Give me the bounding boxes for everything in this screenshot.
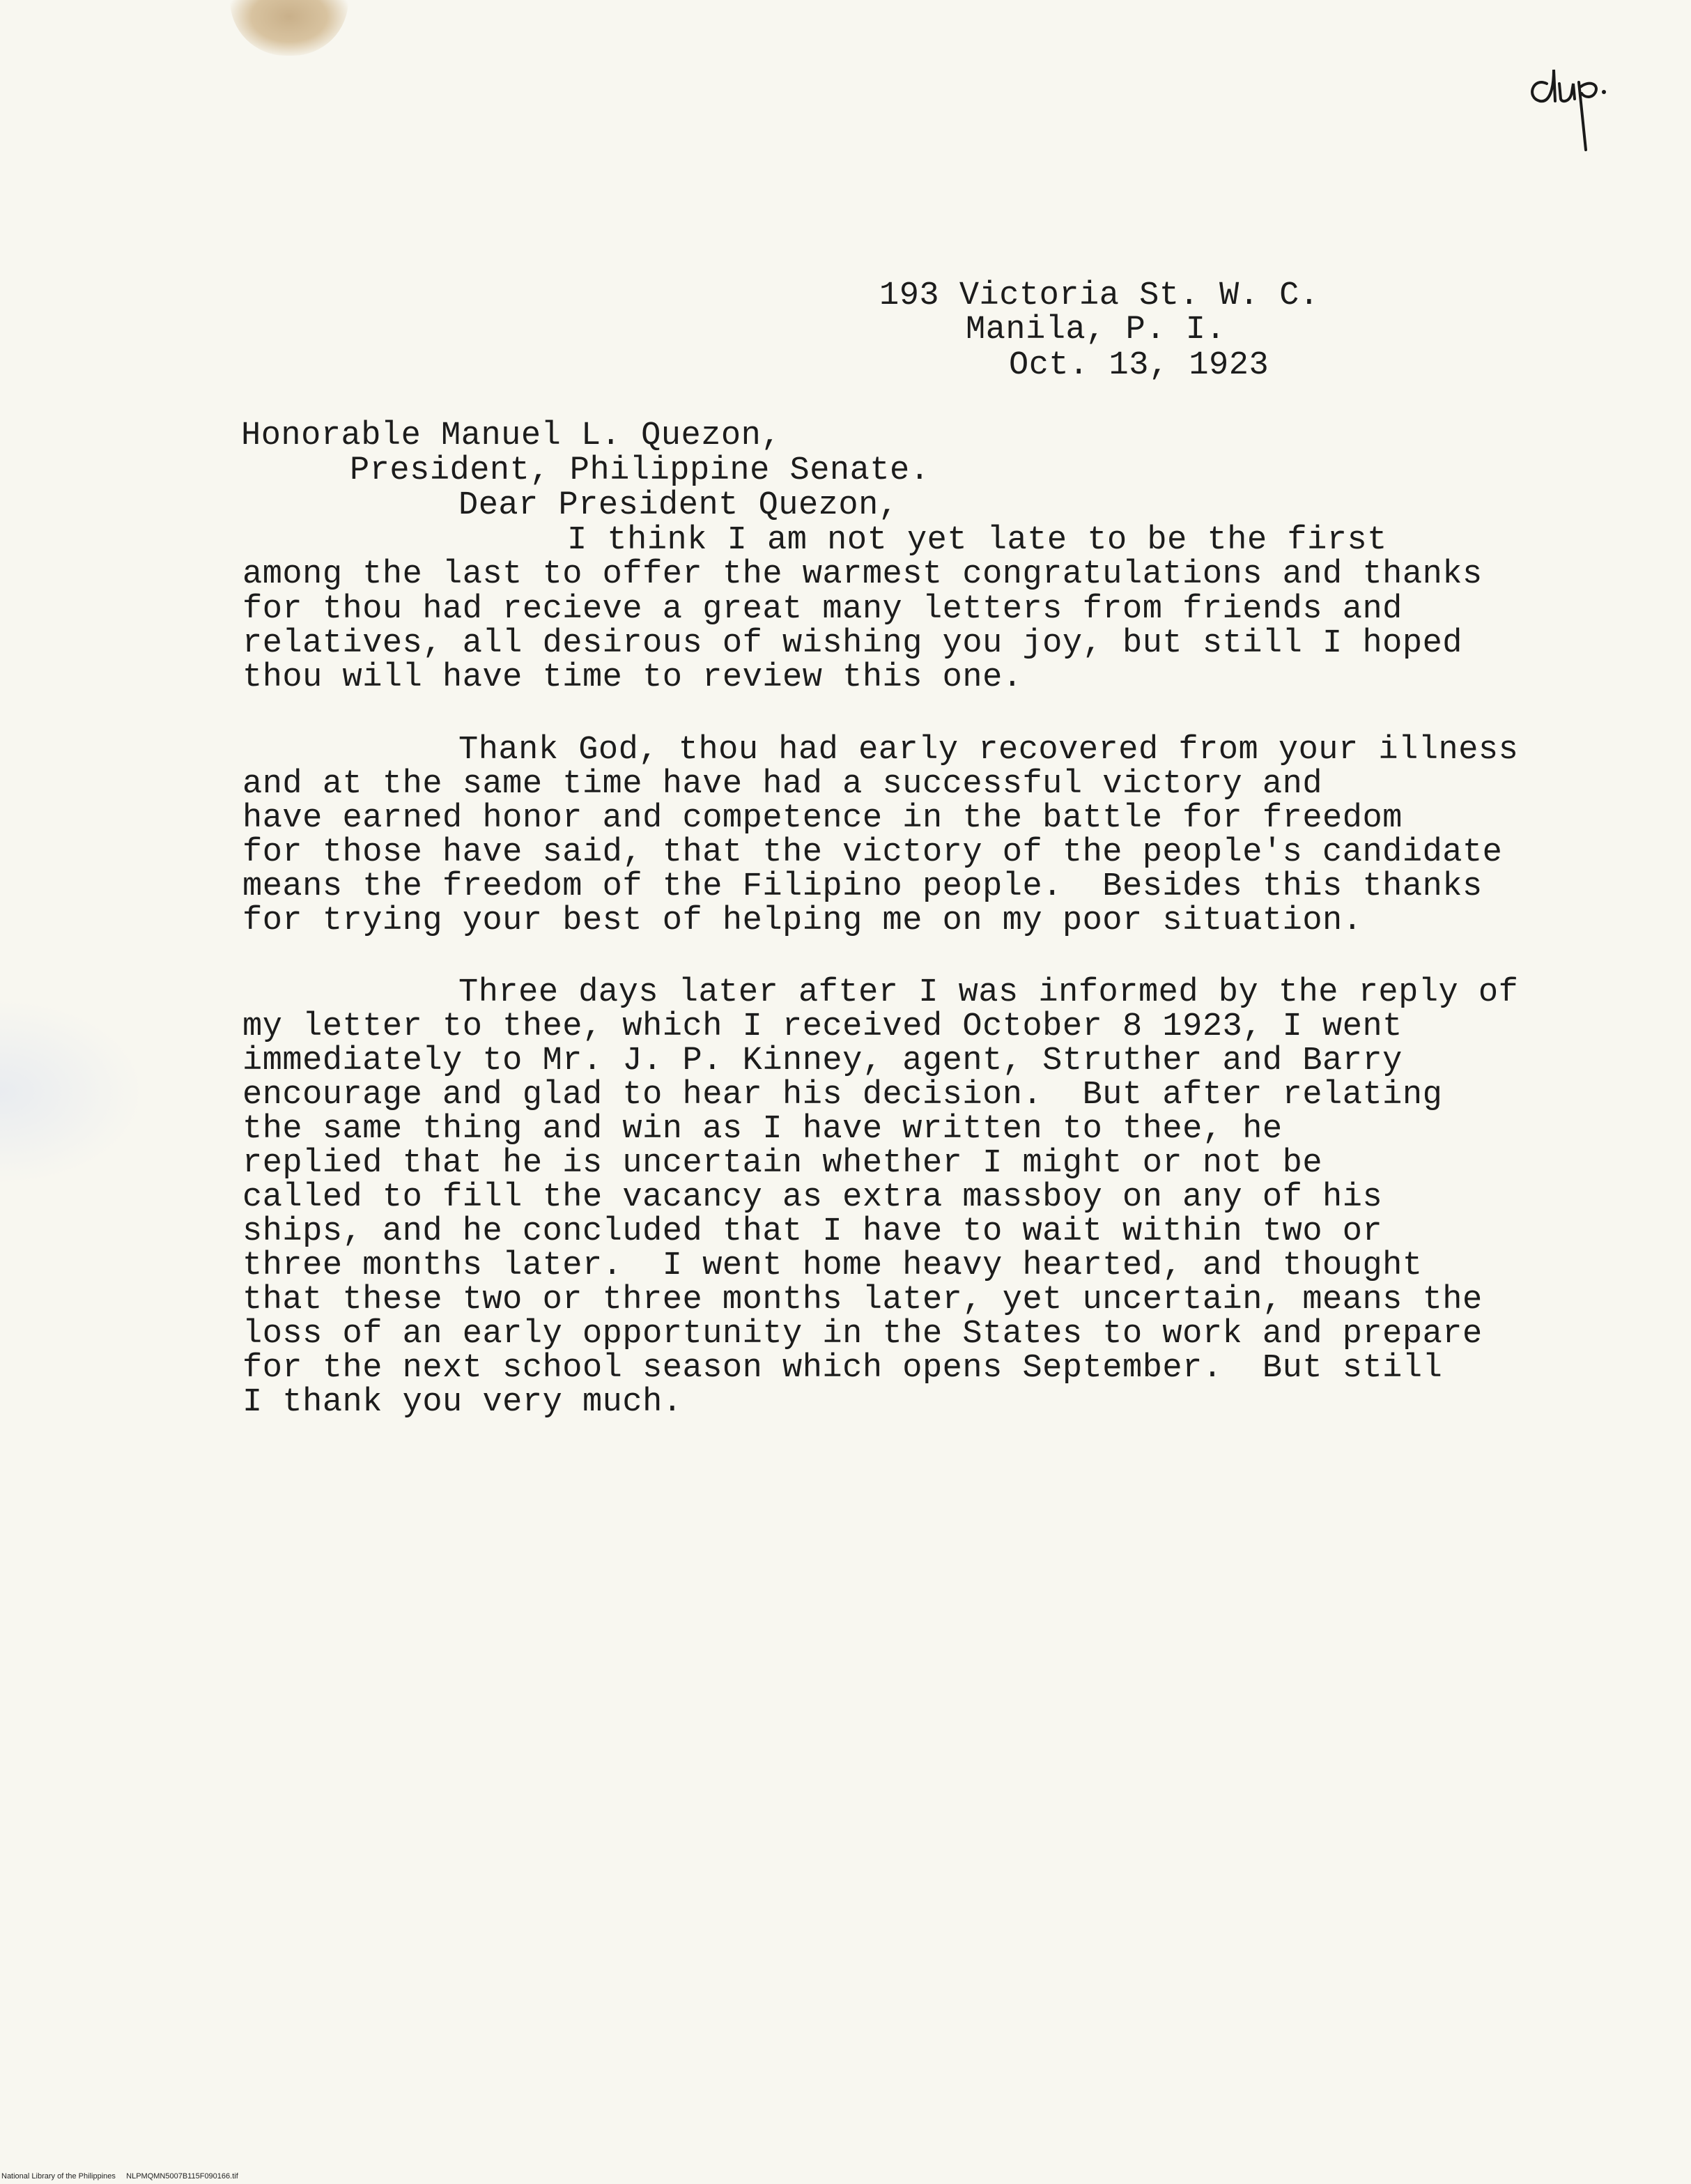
paragraph-line: that these two or three months later, yet uncertain, means the: [242, 1282, 1483, 1318]
paragraph-line: for those have said, that the victory of the people's candidate: [242, 834, 1503, 871]
addressee-title: President, Philippine Senate.: [350, 452, 930, 489]
paragraph-line: loss of an early opportunity in the States to work and prepare: [242, 1316, 1483, 1353]
paragraph-line: and at the same time have had a successful victory and: [242, 766, 1323, 803]
paragraph-line: the same thing and win as I have written to thee, he: [242, 1111, 1283, 1148]
paragraph-line: encourage and glad to hear his decision. But after relating: [242, 1077, 1443, 1114]
paragraph-line: Three days later after I was informed by the reply of: [458, 974, 1519, 1011]
paragraph-line: thou will have time to review this one.: [242, 659, 1023, 696]
archive-footer: National Library of the Philippines NLPMQMN5007B115F090166.tif: [1, 2172, 238, 2181]
addressee-name: Honorable Manuel L. Quezon,: [241, 417, 782, 454]
paragraph-line: replied that he is uncertain whether I might or not be: [242, 1145, 1323, 1182]
paragraph-line: means the freedom of the Filipino people. Besides this thanks: [242, 868, 1483, 905]
paragraph-line: immediately to Mr. J. P. Kinney, agent, Struther and Barry: [242, 1043, 1403, 1079]
paragraph-line: for thou had recieve a great many letters from friends and: [242, 591, 1403, 628]
salutation: Dear President Quezon,: [458, 487, 899, 524]
paragraph-line: my letter to thee, which I received October 8 1923, I went: [242, 1008, 1403, 1045]
paragraph-line: called to fill the vacancy as extra massboy on any of his: [242, 1179, 1383, 1216]
paragraph-line: three months later. I went home heavy hearted, and thought: [242, 1247, 1423, 1284]
paper-stain: [230, 0, 348, 56]
handwritten-annotation: [1519, 49, 1609, 153]
paragraph-line: have earned honor and competence in the battle for freedom: [242, 800, 1403, 837]
paragraph-line: I thank you very much.: [242, 1384, 683, 1421]
paragraph-line: for the next school season which opens September. But still: [242, 1350, 1443, 1387]
paragraph-line: Thank God, thou had early recovered from your illness: [458, 732, 1519, 769]
paragraph-line: ships, and he concluded that I have to wait within two or: [242, 1213, 1383, 1250]
address-city: Manila, P. I.: [966, 312, 1226, 348]
paragraph-line: I think I am not yet late to be the first: [567, 522, 1387, 559]
paragraph-line: for trying your best of helping me on my poor situation.: [242, 902, 1363, 939]
paragraph-line: relatives, all desirous of wishing you joy, but still I hoped: [242, 625, 1462, 662]
letter-date: Oct. 13, 1923: [1009, 347, 1269, 384]
address-street: 193 Victoria St. W. C.: [879, 277, 1320, 314]
paragraph-line: among the last to offer the warmest congratulations and thanks: [242, 556, 1483, 593]
